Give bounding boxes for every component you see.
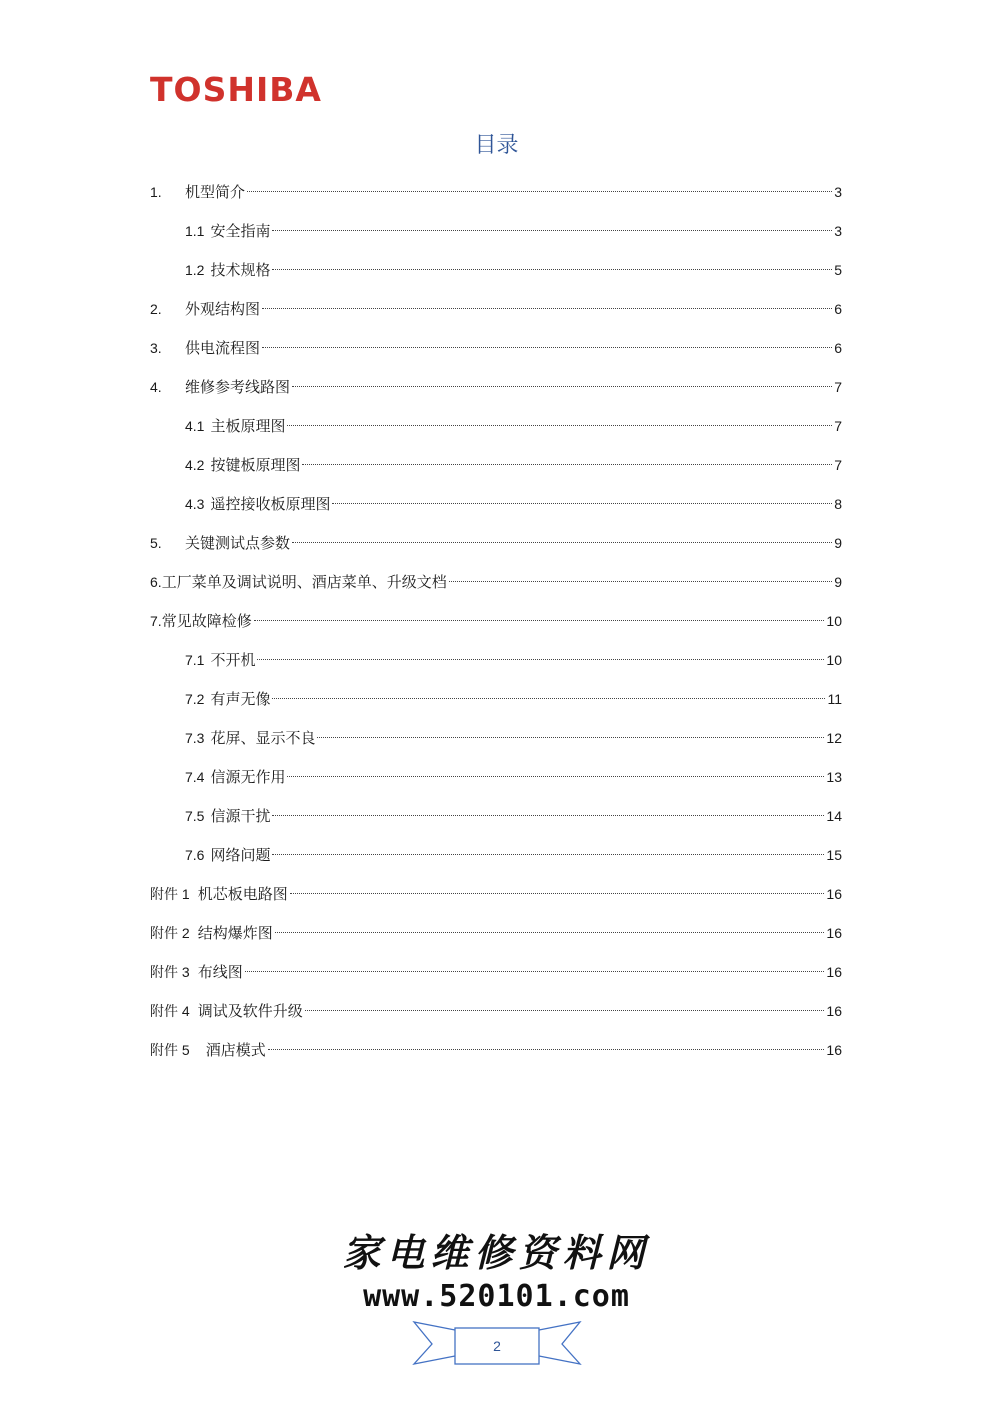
toc-entry-number: 3. bbox=[150, 340, 162, 356]
toc-entry-label: 信源无作用 bbox=[210, 768, 286, 786]
toc-entry-label: 结构爆炸图 bbox=[197, 924, 273, 942]
dot-leader bbox=[257, 659, 824, 660]
toc-entry-page: 13 bbox=[826, 769, 842, 785]
toc-entry-page: 5 bbox=[834, 262, 842, 278]
toc-entry-page: 16 bbox=[826, 964, 842, 980]
toc-entry-label: 常见故障检修 bbox=[161, 612, 252, 630]
toc-entry-page: 8 bbox=[834, 496, 842, 512]
toc-entry-number: 7.3 bbox=[185, 730, 205, 746]
toc-entry-label: 安全指南 bbox=[210, 222, 271, 240]
dot-leader bbox=[245, 971, 825, 972]
dot-leader bbox=[272, 698, 825, 699]
toc-entry-label: 布线图 bbox=[197, 963, 243, 981]
toc-entry[interactable] bbox=[150, 368, 842, 407]
toc-entry-label: 机芯板电路图 bbox=[197, 885, 288, 903]
toc-entry-page: 3 bbox=[834, 223, 842, 239]
toc-entry[interactable] bbox=[150, 680, 842, 719]
toc-entry[interactable] bbox=[150, 602, 842, 641]
toc-entry-number: 1.2 bbox=[185, 262, 205, 278]
watermark-url: www.520101.com bbox=[363, 1279, 630, 1314]
toc-entry-page: 9 bbox=[834, 535, 842, 551]
dot-leader bbox=[287, 425, 832, 426]
toc-entry-label: 有声无像 bbox=[210, 690, 271, 708]
toc-entry[interactable] bbox=[150, 875, 842, 914]
toc-entry-number: 附件 3 bbox=[150, 964, 190, 980]
toc-entry[interactable] bbox=[150, 758, 842, 797]
toc-title: 目录 bbox=[474, 133, 519, 158]
dot-leader bbox=[254, 620, 825, 621]
toc-entry-number: 7.4 bbox=[185, 769, 205, 785]
toc-entry-page: 10 bbox=[826, 613, 842, 629]
toc-entry[interactable] bbox=[150, 329, 842, 368]
page-number: 2 bbox=[493, 1338, 501, 1354]
dot-leader bbox=[292, 386, 832, 387]
toc-entry[interactable] bbox=[150, 524, 842, 563]
toc-entry[interactable] bbox=[150, 953, 842, 992]
toc-entry-page: 16 bbox=[826, 925, 842, 941]
toc-entry-label: 维修参考线路图 bbox=[185, 378, 291, 396]
toc-entry-number: 7.2 bbox=[185, 691, 205, 707]
toc-entry[interactable] bbox=[150, 173, 842, 212]
toc-entry-number: 4.3 bbox=[185, 496, 205, 512]
toc-entry-label: 按键板原理图 bbox=[210, 456, 301, 474]
dot-leader bbox=[287, 776, 824, 777]
dot-leader bbox=[332, 503, 832, 504]
toc-entry-number: 6. bbox=[150, 574, 162, 590]
toc-entry-label: 信源干扰 bbox=[210, 807, 271, 825]
toc-entry-page: 7 bbox=[834, 418, 842, 434]
toc-entry-number: 4.2 bbox=[185, 457, 205, 473]
toc-entry-label: 主板原理图 bbox=[210, 417, 286, 435]
toc-entry-number: 附件 5 bbox=[150, 1042, 190, 1058]
toc-entry-label: 网络问题 bbox=[210, 846, 271, 864]
toc-entry[interactable] bbox=[150, 290, 842, 329]
toc-entry[interactable] bbox=[150, 992, 842, 1031]
dot-leader bbox=[290, 893, 825, 894]
toc-entry[interactable] bbox=[150, 407, 842, 446]
toc-entry-number: 7.1 bbox=[185, 652, 205, 668]
toc-entry-page: 14 bbox=[826, 808, 842, 824]
toc-entry-number: 7.6 bbox=[185, 847, 205, 863]
dot-leader bbox=[272, 230, 832, 231]
toc-entry-label: 花屏、显示不良 bbox=[210, 729, 316, 747]
dot-leader bbox=[292, 542, 832, 543]
toc-entry-page: 12 bbox=[826, 730, 842, 746]
toc-entry-page: 10 bbox=[826, 652, 842, 668]
toc-entry-number: 7.5 bbox=[185, 808, 205, 824]
toc-entry[interactable] bbox=[150, 836, 842, 875]
toc-entry[interactable] bbox=[150, 1031, 842, 1070]
dot-leader bbox=[272, 269, 832, 270]
dot-leader bbox=[305, 1010, 825, 1011]
toc-entry-number: 2. bbox=[150, 301, 162, 317]
dot-leader bbox=[262, 308, 832, 309]
toc-entry-page: 16 bbox=[826, 886, 842, 902]
toc-entry-label: 工厂菜单及调试说明、酒店菜单、升级文档 bbox=[161, 573, 447, 591]
toc-entry-page: 9 bbox=[834, 574, 842, 590]
toc-entry-page: 11 bbox=[827, 691, 842, 707]
dot-leader bbox=[449, 581, 833, 582]
dot-leader bbox=[247, 191, 832, 192]
toc-entry-page: 15 bbox=[826, 847, 842, 863]
toc-entry-label: 调试及软件升级 bbox=[197, 1002, 303, 1020]
toc-entry[interactable] bbox=[150, 719, 842, 758]
toc-entry[interactable] bbox=[150, 251, 842, 290]
toc-entry-label: 酒店模式 bbox=[205, 1041, 266, 1059]
toc-entry-number: 5. bbox=[150, 535, 162, 551]
toc-entry-number: 附件 1 bbox=[150, 886, 190, 902]
dot-leader bbox=[275, 932, 825, 933]
toc-entry-label: 技术规格 bbox=[210, 261, 271, 279]
dot-leader bbox=[268, 1049, 825, 1050]
toc-entry-page: 7 bbox=[834, 457, 842, 473]
toshiba-logo: TOSHIBA bbox=[150, 70, 322, 109]
toc-entry-label: 关键测试点参数 bbox=[185, 534, 291, 552]
toc-entry[interactable] bbox=[150, 212, 842, 251]
toc-entry-page: 6 bbox=[834, 340, 842, 356]
toc-entry-label: 外观结构图 bbox=[185, 300, 261, 318]
dot-leader bbox=[302, 464, 832, 465]
toc-entry-number: 1.1 bbox=[185, 223, 205, 239]
watermark-title: 家电维修资料网 bbox=[342, 1230, 651, 1275]
toc-entry-page: 16 bbox=[826, 1042, 842, 1058]
toc-entry-number: 附件 2 bbox=[150, 925, 190, 941]
dot-leader bbox=[317, 737, 824, 738]
dot-leader bbox=[262, 347, 832, 348]
toc-entry[interactable] bbox=[150, 563, 842, 602]
table-of-contents bbox=[150, 173, 842, 1070]
toc-entry-label: 机型简介 bbox=[185, 183, 246, 201]
dot-leader bbox=[272, 854, 824, 855]
toc-entry-page: 6 bbox=[834, 301, 842, 317]
toc-entry-number: 4.1 bbox=[185, 418, 205, 434]
toc-entry[interactable] bbox=[150, 914, 842, 953]
toc-entry-page: 7 bbox=[834, 379, 842, 395]
toc-entry-number: 1. bbox=[150, 184, 162, 200]
toc-entry[interactable] bbox=[150, 446, 842, 485]
toc-entry-label: 供电流程图 bbox=[185, 339, 261, 357]
toc-entry-number: 4. bbox=[150, 379, 162, 395]
toc-entry-label: 遥控接收板原理图 bbox=[210, 495, 331, 513]
toc-entry[interactable] bbox=[150, 797, 842, 836]
toc-entry-number: 7. bbox=[150, 613, 162, 629]
toc-entry-number: 附件 4 bbox=[150, 1003, 190, 1019]
toc-entry-page: 16 bbox=[826, 1003, 842, 1019]
dot-leader bbox=[272, 815, 824, 816]
toc-entry[interactable] bbox=[150, 641, 842, 680]
toc-entry[interactable] bbox=[150, 485, 842, 524]
toc-entry-page: 3 bbox=[834, 184, 842, 200]
toc-entry-label: 不开机 bbox=[210, 651, 256, 669]
site-watermark bbox=[0, 1222, 993, 1314]
